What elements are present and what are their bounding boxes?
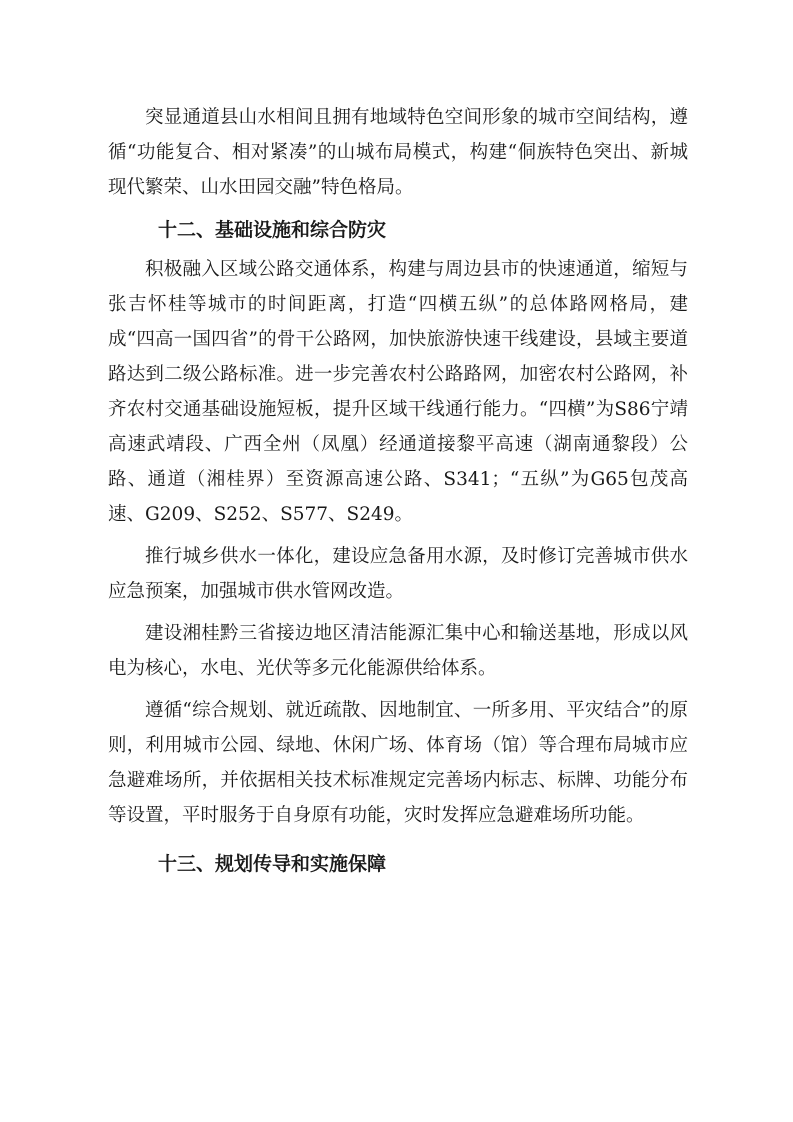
- heading-infrastructure: 十二、基础设施和综合防灾: [158, 219, 387, 241]
- heading-implementation: 十三、规划传导和实施保障: [158, 853, 387, 875]
- paragraph-emergency-shelter: 遵循“综合规划、就近疏散、因地制宜、一所多用、平灾结合”的原则，利用城市公园、绿地、休闲广场、体育场（馆）等合理布局城市应急避难场所，并依据相关技术标准规定完善场内标志、标牌、功能分布等设置，平时服务于自身原有功能，灾时发挥应急避难场所功能。: [108, 700, 688, 826]
- paragraph-spatial-structure: 突显通道县山水相间且拥有地域特色空间形象的城市空间结构，遵循“功能复合、相对紧凑”的山城布局模式，构建“侗族特色突出、新城现代繁荣、山水田园交融”特色格局。: [108, 107, 688, 198]
- paragraph-road-network: 积极融入区域公路交通体系，构建与周边县市的快速通道，缩短与张吉怀桂等城市的时间距离，打造“四横五纵”的总体路网格局，建成“四高一国四省”的骨干公路网，加快旅游快速干线建设，县域主要道路达到二级公路标准。进一步完善农村公路路网，加密农村公路网，补齐农村交通基础设施短板，提升区域干线通行能力。“四横”为S86宁靖高速武靖段、广西全州（凤凰）经通道接黎平高速（湖南通黎段）公路、通道（湘桂界）至资源高速公路、S341；“五纵”为G65包茂高速、G209、S252、S577、S249。: [108, 259, 688, 525]
- paragraph-energy: 建设湘桂黔三省接边地区清洁能源汇集中心和输送基地，形成以风电为核心，水电、光伏等多元化能源供给体系。: [108, 623, 688, 679]
- paragraph-water-supply: 推行城乡供水一体化，建设应急备用水源，及时修订完善城市供水应急预案，加强城市供水管网改造。: [108, 546, 688, 602]
- document-page: [108, 100, 688, 886]
